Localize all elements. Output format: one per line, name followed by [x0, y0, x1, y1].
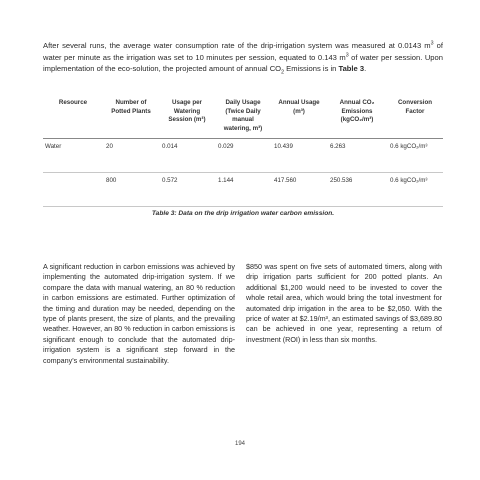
table-caption: Table 3: Data on the drip irrigation water carbon emission.	[151, 210, 335, 217]
table-reference: Table 3	[338, 64, 365, 74]
table-row	[43, 139, 443, 173]
emissions-table	[43, 95, 443, 207]
table-cell: 6.263	[327, 139, 387, 173]
table-cell: 417.560	[271, 173, 327, 207]
intro-paragraph	[43, 40, 443, 75]
table-cell: Water	[43, 139, 103, 173]
intro-text-5: .	[364, 64, 367, 74]
header-conversion-factor: Conversion Factor	[387, 95, 443, 139]
page-number: 194	[234, 441, 245, 447]
table-cell: 0.6 kgCO₂/m³	[387, 173, 443, 207]
header-usage-session: Usage per Watering Session (m³)	[159, 95, 215, 139]
header-annual-emissions: Annual CO₂ Emissions (kgCO₂/m³)	[327, 95, 387, 139]
header-annual-usage: Annual Usage (m³)	[271, 95, 327, 139]
left-column-paragraph: A significant reduction in carbon emissions was achieved by implementing the automated drip-irrigation system. If we compare the data with manual watering, an 80 % reduction in carbon emissions are estimated. Further optimization of the timing and duration may be needed, depending on the type of plants present, the size of plants, and the prevailing weather. However, an 80 % reduction in carbon emissions is significant enough to conclude that the automated drip-irrigation system is a significant step forward in the company’s environmental sustainability.	[43, 262, 235, 365]
table-cell	[43, 173, 103, 207]
table-header-row	[43, 95, 443, 139]
table-cell: 20	[103, 139, 159, 173]
table-cell: 0.572	[159, 173, 215, 207]
intro-text-3: of water per session. Upon implementation of the eco-solution, the projected amount of annual CO	[43, 52, 443, 74]
table-cell: 0.029	[215, 139, 271, 173]
table-cell: 0.014	[159, 139, 215, 173]
table-row	[43, 173, 443, 207]
table-cell: 0.6 kgCO₂/m³	[387, 139, 443, 173]
table-cell: 250.536	[327, 173, 387, 207]
intro-text-2: of water per minute as the irrigation was set to 10 minutes per session, equated to 0.143 m	[43, 41, 443, 62]
header-potted-plants: Number of Potted Plants	[103, 95, 159, 139]
intro-text-4: Emissions is in	[284, 64, 339, 74]
table-cell: 10.439	[271, 139, 327, 173]
intro-sup-2: 3	[345, 52, 349, 59]
intro-sup-1: 3	[430, 40, 434, 47]
intro-text-1: After several runs, the average water consumption rate of the drip-irrigation system was measured at 0.0143 m	[43, 41, 431, 50]
table-cell: 800	[103, 173, 159, 207]
header-daily-usage: Daily Usage (Twice Daily manual watering, m³)	[215, 95, 271, 139]
intro-sub: 2	[281, 69, 285, 76]
header-resource: Resource	[43, 95, 103, 139]
table-cell: 1.144	[215, 173, 271, 207]
right-column-paragraph: $850 was spent on five sets of automated timers, along with drip irrigation parts sufficient for 200 potted plants. An additional $1,200 would need to be invested to cover the whole retail area, which would bring the total investment for automated drip irrigation in the area to be $2,050. With the price of water at $2.19/m³, an estimated savings of $3,689.80 can be achieved in one year, representing a return of investment (ROI) in less than six months.	[246, 262, 442, 344]
